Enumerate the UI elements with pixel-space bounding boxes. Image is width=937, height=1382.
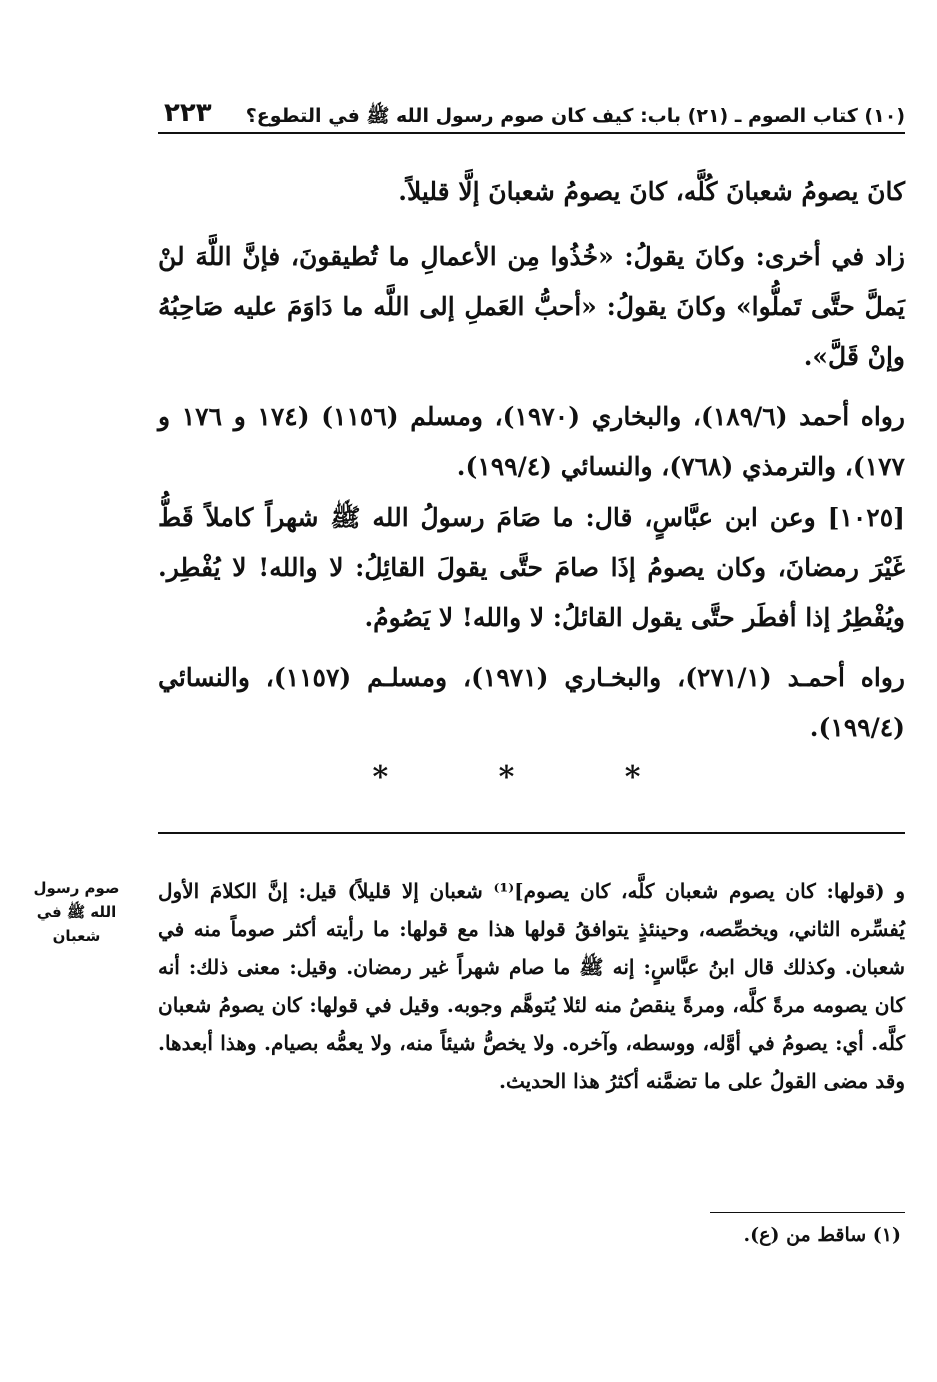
divider-line: [158, 832, 905, 834]
paragraph: رواه أحمد (١٨٩/٦)، والبخاري (١٩٧٠)، ومسلم (١١٥٦) (١٧٤ و ١٧٦ و ١٧٧)، والترمذي (٧٦٨)، والنسائي (١٩٩/٤).: [158, 402, 905, 481]
margin-note: صوم رسول الله ﷺ في شعبان: [33, 879, 120, 945]
footnote-divider: [710, 1212, 905, 1213]
footnote: (١) ساقط من (ع).: [743, 1224, 901, 1246]
commentary-block: [158, 872, 905, 1100]
paragraph: زاد في أخرى: وكانَ يقولُ: «خُذُوا مِن الأعمالِ ما تُطيقونَ، فإنَّ اللَّهَ لنْ يَملَّ حتَّى تَملُّوا» وكانَ يقولُ: «أحبُّ العَملِ إلى اللَّه ما دَاوَمَ عليه صَاحِبُهُ وإنْ قَلَّ».: [158, 242, 905, 371]
hadith-text: [158, 493, 905, 643]
hadith-text: [158, 167, 905, 217]
narration-reference: [158, 653, 905, 753]
chapter-title: (١٠) كتاب الصوم ـ (٢١) باب: كيف كان صوم رسول الله ﷺ في التطوع؟: [245, 105, 905, 127]
section-separator: * * *: [372, 760, 691, 795]
narration-reference: [158, 392, 905, 492]
paragraph: [١٠٢٥] وعن ابن عبَّاسٍ، قال: ما صَامَ رسولُ الله ﷺ شهراً كاملاً قَطُّ غَيْرَ رمضانَ، وكان يصومُ إذَا صامَ حتَّى يقولَ القائِلُ: لا والله! لا يُفْطِر. ويُفْطِرُ إذا أفطَر حتَّى يقول القائلُ: لا والله! لا يَصُومُ.: [158, 503, 905, 632]
paragraph: كانَ يصومُ شعبانَ كُلَّه، كانَ يصومُ شعبانَ إلَّا قليلاً.: [398, 177, 905, 206]
hadith-text: [158, 232, 905, 382]
page-number: ٢٢٣: [164, 98, 212, 128]
running-header: [158, 98, 905, 134]
paragraph: رواه أحمـد (٢٧١/١)، والبخـاري (١٩٧١)، ومسلـم (١١٥٧)، والنسائي (١٩٩/٤).: [158, 663, 905, 742]
commentary-text: و (قولها: كان يصوم شعبان كلَّه، كان يصوم]⁽¹⁾ شعبان إلا قليلاً) قيل: إنَّ الكلامَ الأول يُفسِّره الثاني، ويخصِّصه، وحينئذٍ يتوافقُ قولها هذا مع قولها: ما رأيته أكثر صوماً منه في شعبان. وكذلك قال ابنُ عبَّاسٍ: إنه ﷺ ما صام شهراً غير رمضان. وقيل: معنى ذلك: أنه كان يصومه مرةً كلَّه، ومرةً ينقصُ منه لئلا يُتوهَّم وجوبه. وقيل في قولها: كان يصومُ شعبان كلَّه. أي: يصومُ في أوَّله، ووسطه، وآخره. ولا يخصُّ شيئاً منه، ولا يعمُّه بصيام. وهذا أبعدها. وقد مضى القولُ على ما تضمَّنه أكثرُ هذا الحديث.: [158, 879, 906, 1093]
